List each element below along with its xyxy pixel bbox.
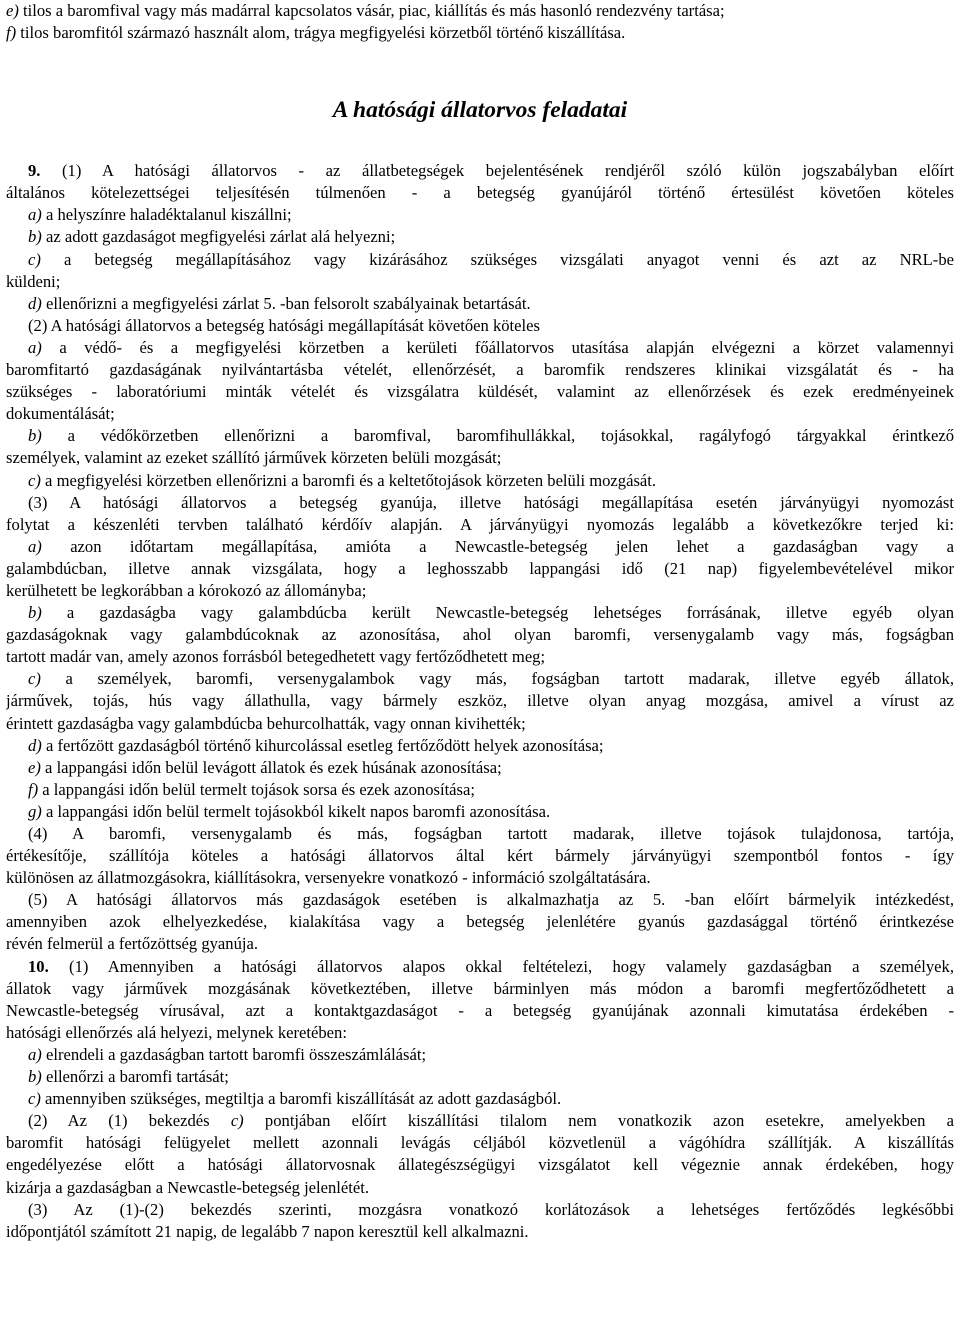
section-heading: A hatósági állatorvos feladatai <box>332 97 628 124</box>
s9-p3-item-c-line3: érintett gazdaságba vagy galambdúcba behurcolhatták, vagy onnan kivihették; <box>6 713 526 733</box>
s10-p1-line2: állatok vagy járművek mozgásának következtében, illetve bárminlyen más módon a baromfi megfertőződhetett a <box>6 978 954 998</box>
s9-p2-item-a-line4: dokumentálását; <box>6 404 115 424</box>
s10-p2-line3: engedélyezése előtt a hatósági állatorvosnak állategészségügyi vizsgálatot kell végeznie annak érdekében, hogy <box>6 1155 954 1175</box>
s9-p2-item-b: b) a védőkörzetben ellenőrizni a baromfival, baromfihullákkal, tojásokkal, ragályfogó tárgyakkal érintkező <box>28 426 954 446</box>
s10-p2-line1: (2) Az (1) bekezdés c) pontjában előírt kiszállítási tilalom nem vonatkozik azon esetekre, amelyekben a <box>28 1111 954 1131</box>
s9-p1-line1: 9. (1) A hatósági állatorvos - az állatbetegségek bejelentésének rendjéről szóló külön jogszabályban előírt <box>28 161 954 181</box>
section-number: 9. <box>28 161 41 181</box>
s9-p4-line2: értékesítője, szállítója köteles a hatósági állatorvos által kért bármely járványügyi szempontból fontos - így <box>6 846 954 866</box>
s9-p1-line2: általános kötelezettségei teljesítésén túlmenően - a betegség gyanújáról történő értesülést követően köteles <box>6 183 954 203</box>
s10-p1-line1: 10. (1) Amennyiben a hatósági állatorvos alapos okkal feltételezi, hogy valamely gazdaságban a személyek, <box>28 956 954 976</box>
s10-item-a: a) elrendeli a gazdaságban tartott baromfi összeszámlálását; <box>28 1044 427 1064</box>
s9-p5-line1: (5) A hatósági állatorvos más gazdaságok esetében is alkalmazhatja az 5. -ban előírt bármelyik intézkedést, <box>28 890 954 910</box>
item-label: e) <box>6 1 19 20</box>
s9-p2-item-b-line2: személyek, valamint az ezeket szállító járművek körzeten belüli mozgását; <box>6 448 502 468</box>
s9-p4-line3: különösen az állatmozgásokra, kiállításokra, versenyekre vonatkozó - információ szolgáltatására. <box>6 868 651 888</box>
s9-p4-line1: (4) A baromfi, versenygalamb és más, fogságban tartott madarak, illetve tojások tulajdonosa, tartója, <box>28 824 954 843</box>
s10-p3-line2: időpontjától számított 21 napig, de legalább 7 napon keresztül kell alkalmazni. <box>6 1221 529 1241</box>
s10-item-b: b) ellenőrzi a baromfi tartását; <box>28 1067 229 1087</box>
s9-p2-item-a-line3: szükséges - laboratóriumi minták vételét és vizsgálatra küldését, valamint az ellenőrzések és ezek eredményeinek <box>6 382 954 402</box>
s9-p3-item-g: g) a lappangási időn belül termelt tojásokból kikelt napos baromfi azonosítása. <box>28 801 551 821</box>
s9-p3-item-a-line2: galambdúcban, illetve annak vizsgálata, hogy a leghosszabb lappangási idő (21 nap) figyelembevételével mikor <box>6 558 954 578</box>
s9-p2: (2) A hatósági állatorvos a betegség hatósági megállapítását követően köteles <box>28 315 540 335</box>
s10-p1-line4: hatósági ellenőrzés alá helyezi, melynek keretében: <box>6 1022 347 1042</box>
s9-item-d: d) ellenőrizni a megfigyelési zárlat 5. -ban felsorolt szabályainak betartását. <box>28 293 531 313</box>
s9-p3-item-f: f) a lappangási időn belül termelt tojások sorsa és ezek azonosítása; <box>28 779 475 799</box>
s10-p3-line1: (3) Az (1)-(2) bekezdés szerinti, mozgásra vonatkozó korlátozások a lehetséges fertőződés legkésőbbi <box>28 1199 954 1219</box>
item-text: tilos baromfitól származó használt alom, trágya megfigyelési körzetből történő kiszállítása. <box>16 23 626 43</box>
s9-p2-item-a: a) a védő- és a megfigyelési körzetben a kerületi főállatorvos utasítása alapján elvégezni a körzet valamennyi <box>28 337 954 357</box>
s9-p3-line2: folytat a készenléti tervben található kérdőív alapján. A járványügyi nyomozás legalább a következőkre terjed ki: <box>6 514 954 534</box>
list-item-e <box>6 0 954 22</box>
s9-p3-item-c-line2: járművek, tojás, hús vagy állathulla, vagy bármely eszköz, illetve olyan anyag mozgása, amivel a vírust az <box>6 691 954 711</box>
s9-p3-item-b-line2: gazdaságoknak vagy galambdúcoknak az azonosítása, ahol olyan baromfi, versenygalamb vagy más, fogságban <box>6 625 954 645</box>
s9-item-a: a) a helyszínre haladéktalanul kiszállni; <box>28 205 292 225</box>
s10-p1-line3: Newcastle-betegség vírusával, azt a kontaktgazdaságot - a betegség gyanújának azonnali kimutatása érdekében - <box>6 1000 954 1020</box>
s10-p2-line4: kizárja a gazdaságban a Newcastle-betegség jelenlétét. <box>6 1177 370 1197</box>
s9-p5-line2: amennyiben azok elhelyezkedése, kialakítása vagy a betegség jelenlétére gyanús gazdasággal történő érintkezése <box>6 912 954 932</box>
s9-p2-item-a-line2: baromfitartó gazdaságának nyilvántartásba vételét, ellenőrzését, a baromfik rendszeres klinikai vizsgálatát és - ha <box>6 360 954 380</box>
s9-p3-line1: (3) A hatósági állatorvos a betegség gyanúja, illetve hatósági megállapítása esetén járványügyi nyomozást <box>28 492 954 512</box>
item-text: tilos a baromfival vagy más madárral kapcsolatos vásár, piac, kiállítás és más hasonló rendezvény tartása; <box>18 1 725 20</box>
s10-p2-line2: baromfit hatósági felügyelet mellett azonnali levágás céljából közvetlenül a vágóhídra szállítják. A kiszállítás <box>6 1133 954 1153</box>
s9-item-c-line2: küldeni; <box>6 271 61 291</box>
s10-item-c: c) amennyiben szükséges, megtiltja a baromfi kiszállítását az adott gazdaságból. <box>28 1089 562 1109</box>
section-number: 10. <box>28 956 49 976</box>
s9-p3-item-c: c) a személyek, baromfi, versenygalambok vagy más, fogságban tartott madarak, illetve egyéb állatok, <box>28 669 954 689</box>
s9-p3-item-b: b) a gazdaságba vagy galambdúcba került Newcastle-betegség lehetséges forrásának, illetve egyéb olyan <box>28 603 954 623</box>
list-item-f <box>6 22 954 44</box>
s9-p3-item-b-line3: tartott madár van, amely azonos forrásból betegedhetett vagy fertőződhetett meg; <box>6 647 546 667</box>
item-label: f) <box>6 23 17 43</box>
s9-item-c: c) a betegség megállapításához vagy kizárásához szükséges vizsgálati anyagot venni és azt az NRL-be <box>28 249 954 269</box>
s9-p3-item-a: a) azon időtartam megállapítása, amióta a Newcastle-betegség jelen lehet a gazdaságban vagy a <box>28 536 954 556</box>
s9-p5-line3: révén felmerül a fertőzöttség gyanúja. <box>6 934 259 954</box>
s9-p3-item-e: e) a lappangási időn belül levágott állatok és ezek húsának azonosítása; <box>28 757 502 777</box>
s9-p2-item-c: c) a megfigyelési körzetben ellenőrizni a baromfi és a keltetőtojások körzeten belüli mozgását. <box>28 470 657 490</box>
s9-p3-item-d: d) a fertőzött gazdaságból történő kihurcolással esetleg fertőződött helyek azonosítása; <box>28 735 604 755</box>
s9-item-b: b) az adott gazdaságot megfigyelési zárlat alá helyezni; <box>28 227 396 247</box>
s9-p3-item-a-line3: kerülhetett be legkorábban a kórokozó az állományba; <box>6 580 367 600</box>
